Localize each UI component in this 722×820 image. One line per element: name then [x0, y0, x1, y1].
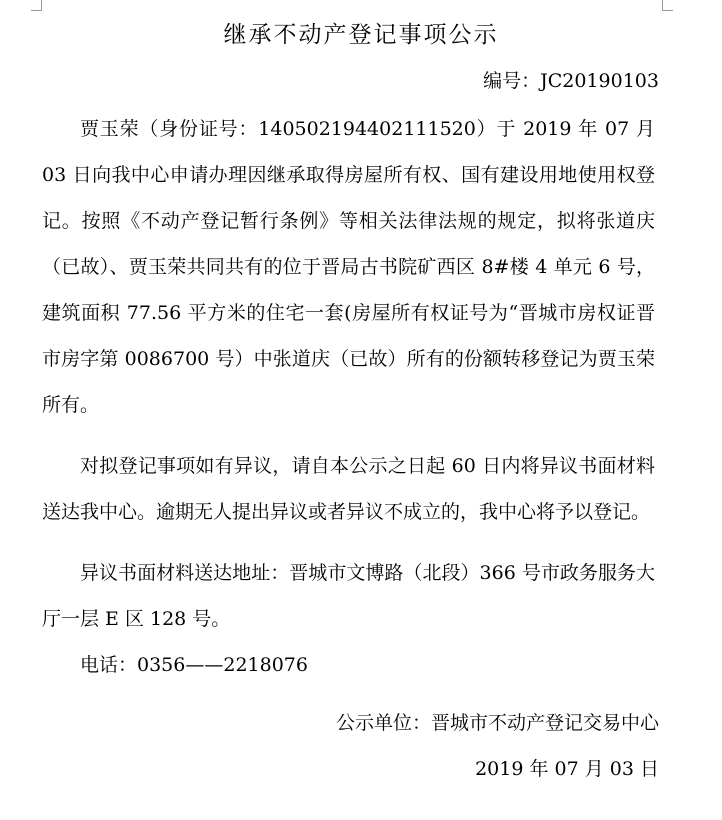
- paragraph-objection-notice: 对拟登记事项如有异议，请自本公示之日起 60 日内将异议书面材料送达我中心。逾期无人提出异议或者异议不成立的，我中心将予以登记。: [42, 455, 655, 523]
- page-corner-mark-left: [31, 0, 42, 11]
- paragraph-objection-address: 异议书面材料送达地址：晋城市文博路（北段）366 号市政务服务大厅一层 E 区 128 号。: [42, 562, 655, 630]
- document-number: 编号：JC20190103: [483, 70, 659, 92]
- document-title: 继承不动产登记事项公示: [223, 22, 499, 48]
- page-corner-mark-right: [662, 0, 673, 11]
- issuing-unit: 公示单位：晋城市不动产登记交易中心: [335, 712, 659, 734]
- issue-date: 2019 年 07 月 03 日: [475, 758, 659, 780]
- paragraph-phone: 电话：0356——2218076: [80, 654, 308, 676]
- document-body: [42, 106, 655, 688]
- paragraph-applicant: 贾玉荣（身份证号：140502194402111520）于 2019 年 07 月 03 日向我中心申请办理因继承取得房屋所有权、国有建设用地使用权登记。按照《不动产登记暂行条例》等相关法律法规的规定，拟将张道庆（已故）、贾玉荣共同共有的位于晋局古书院矿西区 8#楼 4 单元 6 号，建筑面积 77.56 平方米的住宅一套(房屋所有权证号为“晋城市房权证晋市房字第 0086700 号）中张道庆（已故）所有的份额转移登记为贾玉荣所有。: [42, 118, 655, 416]
